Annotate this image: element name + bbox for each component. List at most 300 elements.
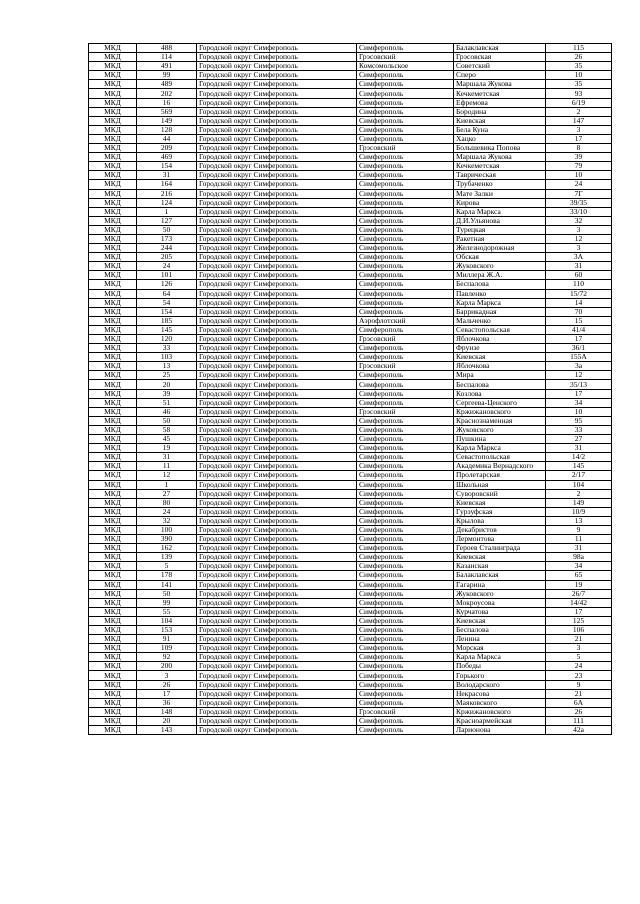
house-cell: 98а xyxy=(546,553,612,562)
number-cell: 50 xyxy=(137,589,197,598)
district-cell: Городской округ Симферополь xyxy=(197,207,357,216)
number-cell: 145 xyxy=(137,325,197,334)
type-cell: МКД xyxy=(89,80,137,89)
number-cell: 185 xyxy=(137,316,197,325)
house-cell: 6/19 xyxy=(546,98,612,107)
table-row xyxy=(89,216,612,225)
table-row xyxy=(89,125,612,134)
number-cell: 178 xyxy=(137,571,197,580)
house-cell: 17 xyxy=(546,389,612,398)
locality-cell: Симферополь xyxy=(357,398,454,407)
house-cell: 6А xyxy=(546,698,612,707)
street-cell: Пролетарская xyxy=(454,471,546,480)
type-cell: МКД xyxy=(89,471,137,480)
number-cell: 91 xyxy=(137,635,197,644)
district-cell: Городской округ Симферополь xyxy=(197,371,357,380)
street-cell: Ракетная xyxy=(454,234,546,243)
house-cell: 17 xyxy=(546,335,612,344)
district-cell: Городской округ Симферополь xyxy=(197,680,357,689)
street-cell: Некрасова xyxy=(454,689,546,698)
street-cell: Горького xyxy=(454,671,546,680)
type-cell: МКД xyxy=(89,162,137,171)
type-cell: МКД xyxy=(89,707,137,716)
number-cell: 154 xyxy=(137,162,197,171)
street-cell: Кржижановского xyxy=(454,407,546,416)
street-cell: Мокроусова xyxy=(454,598,546,607)
house-cell: 23 xyxy=(546,671,612,680)
table-row xyxy=(89,671,612,680)
number-cell: 103 xyxy=(137,353,197,362)
street-cell: Победы xyxy=(454,662,546,671)
street-cell: Володарского xyxy=(454,680,546,689)
district-cell: Городской округ Симферополь xyxy=(197,271,357,280)
house-cell: 125 xyxy=(546,616,612,625)
street-cell: Краснознаменная xyxy=(454,416,546,425)
locality-cell: Симферополь xyxy=(357,71,454,80)
table-row xyxy=(89,144,612,153)
table-row xyxy=(89,353,612,362)
locality-cell: Симферополь xyxy=(357,344,454,353)
house-cell: 8 xyxy=(546,144,612,153)
locality-cell: Симферополь xyxy=(357,662,454,671)
number-cell: 164 xyxy=(137,180,197,189)
house-cell: 17 xyxy=(546,607,612,616)
table-row xyxy=(89,444,612,453)
number-cell: 31 xyxy=(137,453,197,462)
number-cell: 141 xyxy=(137,580,197,589)
number-cell: 104 xyxy=(137,616,197,625)
number-cell: 24 xyxy=(137,262,197,271)
street-cell: Павленко xyxy=(454,289,546,298)
locality-cell: Симферополь xyxy=(357,298,454,307)
type-cell: МКД xyxy=(89,344,137,353)
house-cell: 70 xyxy=(546,307,612,316)
house-cell: 26 xyxy=(546,53,612,62)
district-cell: Городской округ Симферополь xyxy=(197,125,357,134)
locality-cell: Симферополь xyxy=(357,716,454,725)
type-cell: МКД xyxy=(89,335,137,344)
number-cell: 25 xyxy=(137,371,197,380)
table-row xyxy=(89,653,612,662)
table-row xyxy=(89,525,612,534)
district-cell: Городской округ Симферополь xyxy=(197,425,357,434)
number-cell: 17 xyxy=(137,689,197,698)
district-cell: Городской округ Симферополь xyxy=(197,89,357,98)
house-cell: 31 xyxy=(546,544,612,553)
street-cell: Яблочкова xyxy=(454,335,546,344)
table-row xyxy=(89,626,612,635)
type-cell: МКД xyxy=(89,562,137,571)
number-cell: 99 xyxy=(137,71,197,80)
locality-cell: Симферополь xyxy=(357,689,454,698)
district-cell: Городской округ Симферополь xyxy=(197,562,357,571)
table-row xyxy=(89,44,612,53)
type-cell: МКД xyxy=(89,462,137,471)
street-cell: Морская xyxy=(454,644,546,653)
number-cell: 173 xyxy=(137,234,197,243)
house-cell: 2/17 xyxy=(546,471,612,480)
street-cell: Ларионова xyxy=(454,726,546,735)
table-row xyxy=(89,589,612,598)
locality-cell: Грэсовский xyxy=(357,362,454,371)
street-cell: Кечкеметская xyxy=(454,162,546,171)
district-cell: Городской округ Симферополь xyxy=(197,435,357,444)
house-cell: 31 xyxy=(546,262,612,271)
district-cell: Городской округ Симферополь xyxy=(197,325,357,334)
number-cell: 58 xyxy=(137,425,197,434)
street-cell: Козлова xyxy=(454,389,546,398)
locality-cell: Симферополь xyxy=(357,271,454,280)
district-cell: Городской округ Симферополь xyxy=(197,198,357,207)
table-row xyxy=(89,62,612,71)
street-cell: Севастопольская xyxy=(454,453,546,462)
house-cell: 10 xyxy=(546,407,612,416)
type-cell: МКД xyxy=(89,407,137,416)
street-cell: Ленина xyxy=(454,635,546,644)
type-cell: МКД xyxy=(89,671,137,680)
locality-cell: Грэсовский xyxy=(357,707,454,716)
number-cell: 100 xyxy=(137,525,197,534)
number-cell: 20 xyxy=(137,380,197,389)
street-cell: Киевская xyxy=(454,553,546,562)
number-cell: 469 xyxy=(137,153,197,162)
street-cell: Турецкая xyxy=(454,225,546,234)
type-cell: МКД xyxy=(89,635,137,644)
type-cell: МКД xyxy=(89,262,137,271)
type-cell: МКД xyxy=(89,298,137,307)
house-cell: 110 xyxy=(546,280,612,289)
house-cell: 93 xyxy=(546,89,612,98)
street-cell: Мальченко xyxy=(454,316,546,325)
district-cell: Городской округ Симферополь xyxy=(197,407,357,416)
house-cell: 3а xyxy=(546,362,612,371)
locality-cell: Симферополь xyxy=(357,162,454,171)
type-cell: МКД xyxy=(89,280,137,289)
table-row xyxy=(89,544,612,553)
table-row xyxy=(89,134,612,143)
house-cell: 11 xyxy=(546,535,612,544)
type-cell: МКД xyxy=(89,607,137,616)
type-cell: МКД xyxy=(89,71,137,80)
number-cell: 3 xyxy=(137,671,197,680)
house-cell: 35 xyxy=(546,80,612,89)
table-row xyxy=(89,726,612,735)
house-cell: 3 xyxy=(546,644,612,653)
table-row xyxy=(89,516,612,525)
type-cell: МКД xyxy=(89,535,137,544)
district-cell: Городской округ Симферополь xyxy=(197,380,357,389)
type-cell: МКД xyxy=(89,716,137,725)
locality-cell: Симферополь xyxy=(357,244,454,253)
district-cell: Городской округ Симферополь xyxy=(197,498,357,507)
street-cell: Советский xyxy=(454,62,546,71)
house-cell: 95 xyxy=(546,416,612,425)
locality-cell: Симферополь xyxy=(357,225,454,234)
number-cell: 12 xyxy=(137,471,197,480)
house-cell: 32 xyxy=(546,216,612,225)
street-cell: Жуковского xyxy=(454,589,546,598)
locality-cell: Симферополь xyxy=(357,444,454,453)
house-cell: 7Г xyxy=(546,189,612,198)
table-row xyxy=(89,89,612,98)
table-row xyxy=(89,498,612,507)
number-cell: 11 xyxy=(137,462,197,471)
table-row xyxy=(89,616,612,625)
house-cell: 3А xyxy=(546,253,612,262)
type-cell: МКД xyxy=(89,616,137,625)
table-row xyxy=(89,535,612,544)
district-cell: Городской округ Симферополь xyxy=(197,616,357,625)
number-cell: 31 xyxy=(137,171,197,180)
number-cell: 488 xyxy=(137,44,197,53)
number-cell: 390 xyxy=(137,535,197,544)
house-cell: 27 xyxy=(546,435,612,444)
house-cell: 5 xyxy=(546,653,612,662)
street-cell: Героев Сталинграда xyxy=(454,544,546,553)
district-cell: Городской округ Симферополь xyxy=(197,462,357,471)
table-row xyxy=(89,580,612,589)
table-row xyxy=(89,662,612,671)
house-cell: 33 xyxy=(546,425,612,434)
locality-cell: Симферополь xyxy=(357,116,454,125)
street-cell: Карла Маркса xyxy=(454,444,546,453)
street-cell: Маяковского xyxy=(454,698,546,707)
house-cell: 15/72 xyxy=(546,289,612,298)
table-row xyxy=(89,280,612,289)
number-cell: 489 xyxy=(137,80,197,89)
house-cell: 3 xyxy=(546,225,612,234)
street-cell: Киевская xyxy=(454,498,546,507)
number-cell: 148 xyxy=(137,707,197,716)
house-cell: 41/4 xyxy=(546,325,612,334)
type-cell: МКД xyxy=(89,198,137,207)
number-cell: 45 xyxy=(137,435,197,444)
type-cell: МКД xyxy=(89,525,137,534)
house-cell: 31 xyxy=(546,444,612,453)
locality-cell: Симферополь xyxy=(357,616,454,625)
table-row xyxy=(89,325,612,334)
type-cell: МКД xyxy=(89,425,137,434)
street-cell: Киевская xyxy=(454,616,546,625)
house-cell: 60 xyxy=(546,271,612,280)
street-cell: Лермонтова xyxy=(454,535,546,544)
street-cell: Сперо xyxy=(454,71,546,80)
table-row xyxy=(89,244,612,253)
table-row xyxy=(89,435,612,444)
locality-cell: Симферополь xyxy=(357,134,454,143)
house-cell: 14/2 xyxy=(546,453,612,462)
district-cell: Городской округ Симферополь xyxy=(197,189,357,198)
district-cell: Городской округ Симферополь xyxy=(197,262,357,271)
table-row xyxy=(89,389,612,398)
district-cell: Городской округ Симферополь xyxy=(197,453,357,462)
locality-cell: Симферополь xyxy=(357,553,454,562)
table-row xyxy=(89,644,612,653)
locality-cell: Симферополь xyxy=(357,598,454,607)
locality-cell: Симферополь xyxy=(357,153,454,162)
house-cell: 145 xyxy=(546,462,612,471)
type-cell: МКД xyxy=(89,416,137,425)
street-cell: Маршала Жукова xyxy=(454,80,546,89)
locality-cell: Симферополь xyxy=(357,635,454,644)
district-cell: Городской округ Симферополь xyxy=(197,516,357,525)
locality-cell: Симферополь xyxy=(357,535,454,544)
district-cell: Городской округ Симферополь xyxy=(197,607,357,616)
street-cell: Кржижановского xyxy=(454,707,546,716)
district-cell: Городской округ Симферополь xyxy=(197,353,357,362)
number-cell: 99 xyxy=(137,598,197,607)
street-cell: Миллера Ж.А. xyxy=(454,271,546,280)
type-cell: МКД xyxy=(89,134,137,143)
house-cell: 10 xyxy=(546,171,612,180)
district-cell: Городской округ Симферополь xyxy=(197,471,357,480)
district-cell: Городской округ Симферополь xyxy=(197,335,357,344)
number-cell: 16 xyxy=(137,98,197,107)
district-cell: Городской округ Симферополь xyxy=(197,589,357,598)
table-row xyxy=(89,425,612,434)
district-cell: Городской округ Симферополь xyxy=(197,626,357,635)
locality-cell: Аэрофлотский xyxy=(357,316,454,325)
locality-cell: Грэсовский xyxy=(357,144,454,153)
district-cell: Городской округ Симферополь xyxy=(197,689,357,698)
street-cell: Баррикадная xyxy=(454,307,546,316)
number-cell: 24 xyxy=(137,507,197,516)
house-cell: 9 xyxy=(546,525,612,534)
locality-cell: Симферополь xyxy=(357,253,454,262)
house-cell: 104 xyxy=(546,480,612,489)
number-cell: 139 xyxy=(137,553,197,562)
type-cell: МКД xyxy=(89,125,137,134)
type-cell: МКД xyxy=(89,189,137,198)
locality-cell: Симферополь xyxy=(357,98,454,107)
table-row xyxy=(89,598,612,607)
street-cell: Карла Маркса xyxy=(454,298,546,307)
locality-cell: Симферополь xyxy=(357,389,454,398)
locality-cell: Симферополь xyxy=(357,516,454,525)
type-cell: МКД xyxy=(89,307,137,316)
locality-cell: Симферополь xyxy=(357,562,454,571)
district-cell: Городской округ Симферополь xyxy=(197,716,357,725)
street-cell: Казанская xyxy=(454,562,546,571)
type-cell: МКД xyxy=(89,44,137,53)
house-cell: 24 xyxy=(546,180,612,189)
street-cell: Грэсовская xyxy=(454,53,546,62)
district-cell: Городской округ Симферополь xyxy=(197,298,357,307)
district-cell: Городской округ Симферополь xyxy=(197,635,357,644)
table-row xyxy=(89,234,612,243)
house-cell: 147 xyxy=(546,116,612,125)
district-cell: Городской округ Симферополь xyxy=(197,398,357,407)
district-cell: Городской округ Симферополь xyxy=(197,253,357,262)
district-cell: Городской округ Симферополь xyxy=(197,507,357,516)
locality-cell: Симферополь xyxy=(357,80,454,89)
table-row xyxy=(89,253,612,262)
street-cell: Киевская xyxy=(454,116,546,125)
type-cell: МКД xyxy=(89,662,137,671)
street-cell: Жуковского xyxy=(454,425,546,434)
house-cell: 21 xyxy=(546,689,612,698)
table-row xyxy=(89,198,612,207)
locality-cell: Симферополь xyxy=(357,525,454,534)
district-cell: Городской округ Симферополь xyxy=(197,480,357,489)
number-cell: 124 xyxy=(137,198,197,207)
street-cell: Академика Вернадского xyxy=(454,462,546,471)
type-cell: МКД xyxy=(89,207,137,216)
number-cell: 32 xyxy=(137,516,197,525)
type-cell: МКД xyxy=(89,453,137,462)
type-cell: МКД xyxy=(89,571,137,580)
house-cell: 79 xyxy=(546,162,612,171)
table-row xyxy=(89,107,612,116)
house-cell: 155А xyxy=(546,353,612,362)
locality-cell: Симферополь xyxy=(357,462,454,471)
table-row xyxy=(89,289,612,298)
district-cell: Городской округ Симферополь xyxy=(197,535,357,544)
district-cell: Городской округ Симферополь xyxy=(197,489,357,498)
district-cell: Городской округ Симферополь xyxy=(197,389,357,398)
locality-cell: Симферополь xyxy=(357,653,454,662)
house-cell: 14/42 xyxy=(546,598,612,607)
street-cell: Обская xyxy=(454,253,546,262)
type-cell: МКД xyxy=(89,389,137,398)
street-cell: Бела Куна xyxy=(454,125,546,134)
street-cell: Беспалова xyxy=(454,380,546,389)
district-cell: Городской округ Симферополь xyxy=(197,707,357,716)
street-cell: Курчатова xyxy=(454,607,546,616)
type-cell: МКД xyxy=(89,598,137,607)
number-cell: 154 xyxy=(137,307,197,316)
street-cell: Большевика Попова xyxy=(454,144,546,153)
number-cell: 54 xyxy=(137,298,197,307)
house-cell: 15 xyxy=(546,316,612,325)
table-row xyxy=(89,380,612,389)
locality-cell: Грэсовский xyxy=(357,335,454,344)
house-cell: 35/13 xyxy=(546,380,612,389)
number-cell: 51 xyxy=(137,398,197,407)
district-cell: Городской округ Симферополь xyxy=(197,98,357,107)
district-cell: Городской округ Симферополь xyxy=(197,44,357,53)
locality-cell: Симферополь xyxy=(357,380,454,389)
type-cell: МКД xyxy=(89,325,137,334)
type-cell: МКД xyxy=(89,289,137,298)
number-cell: 209 xyxy=(137,144,197,153)
type-cell: МКД xyxy=(89,107,137,116)
street-cell: Мате Залки xyxy=(454,189,546,198)
house-cell: 2 xyxy=(546,489,612,498)
district-cell: Городской округ Симферополь xyxy=(197,289,357,298)
street-cell: Ефремова xyxy=(454,98,546,107)
district-cell: Городской округ Симферополь xyxy=(197,244,357,253)
house-cell: 34 xyxy=(546,562,612,571)
locality-cell: Симферополь xyxy=(357,207,454,216)
table-row xyxy=(89,607,612,616)
locality-cell: Симферополь xyxy=(357,325,454,334)
street-cell: Севастопольская xyxy=(454,325,546,334)
table-row xyxy=(89,716,612,725)
number-cell: 126 xyxy=(137,280,197,289)
locality-cell: Симферополь xyxy=(357,498,454,507)
street-cell: Д.И.Ульянова xyxy=(454,216,546,225)
locality-cell: Симферополь xyxy=(357,198,454,207)
district-cell: Городской округ Симферополь xyxy=(197,71,357,80)
district-cell: Городской округ Симферополь xyxy=(197,107,357,116)
table-row xyxy=(89,635,612,644)
street-cell: Маршала Жукова xyxy=(454,153,546,162)
type-cell: МКД xyxy=(89,644,137,653)
locality-cell: Симферополь xyxy=(357,607,454,616)
district-cell: Городской округ Симферополь xyxy=(197,544,357,553)
district-cell: Городской округ Симферополь xyxy=(197,726,357,735)
